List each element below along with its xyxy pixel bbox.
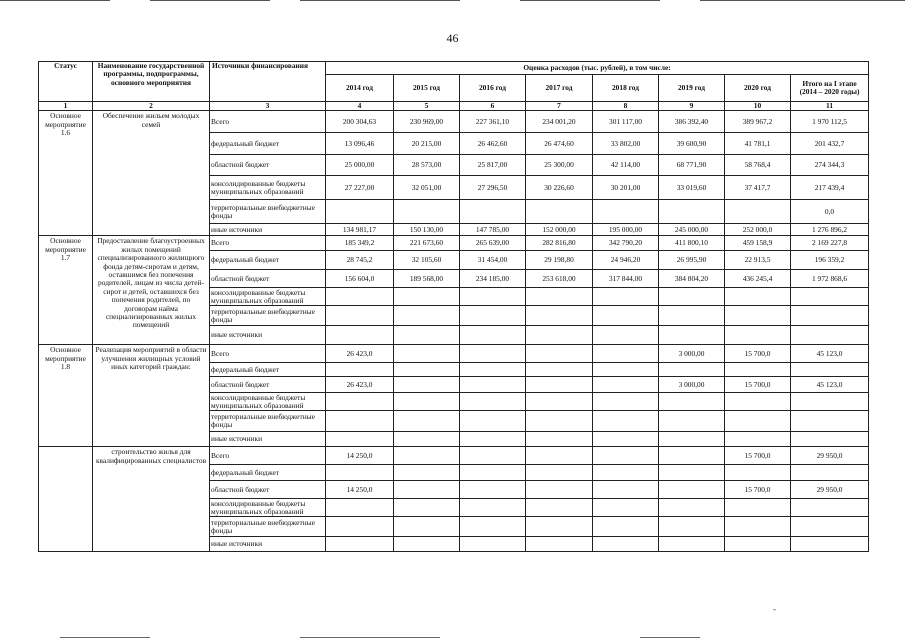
year-value [725, 363, 791, 377]
total-value [791, 326, 869, 345]
year-value: 33 019,60 [659, 176, 725, 200]
table-row [39, 111, 869, 133]
year-value: 27 296,50 [460, 176, 526, 200]
year-value [326, 393, 394, 411]
funding-source: областной бюджет [210, 377, 326, 393]
scan-bottom-edge [640, 637, 700, 638]
year-value: 32 051,00 [394, 176, 460, 200]
total-value: 45 123,0 [791, 377, 869, 393]
row-status [39, 447, 93, 552]
column-index: 4 [326, 102, 394, 111]
funding-source: федеральный бюджет [210, 363, 326, 377]
year-value: 14 250,0 [326, 447, 394, 465]
funding-source: иные источники [210, 326, 326, 345]
total-value: 274 344,3 [791, 155, 869, 176]
year-value [460, 432, 526, 447]
row-activity-name: строительство жилья для квалифицированных специалистов [93, 447, 210, 552]
year-value [593, 200, 659, 224]
year-value: 227 361,10 [460, 111, 526, 133]
year-value [460, 345, 526, 363]
year-value: 134 981,17 [326, 224, 394, 236]
year-value [460, 465, 526, 481]
year-value [659, 499, 725, 517]
funding-source: Всего [210, 447, 326, 465]
total-value: 29 950,0 [791, 447, 869, 465]
table-row [39, 236, 869, 251]
funding-source: областной бюджет [210, 481, 326, 499]
year-value: 436 245,4 [725, 270, 791, 288]
year-value [725, 393, 791, 411]
year-value [326, 200, 394, 224]
header-sources: Источники финансирования [210, 62, 326, 102]
funding-source: иные источники [210, 224, 326, 236]
year-value [394, 499, 460, 517]
year-value [326, 432, 394, 447]
year-value [394, 200, 460, 224]
year-value [394, 517, 460, 537]
year-value [593, 288, 659, 306]
header-year: 2015 год [394, 75, 460, 102]
row-activity-name: Обеспечение жильем молодых семей [93, 111, 210, 236]
year-value [460, 200, 526, 224]
year-value: 20 215,00 [394, 133, 460, 155]
row-status: Основное мероприятие 1.6 [39, 111, 93, 236]
year-value: 42 114,00 [593, 155, 659, 176]
year-value [526, 432, 593, 447]
header-year: 2019 год [659, 75, 725, 102]
year-value: 26 423,0 [326, 345, 394, 363]
year-value: 3 000,00 [659, 345, 725, 363]
year-value [460, 499, 526, 517]
year-value [394, 537, 460, 552]
year-value [460, 306, 526, 326]
total-value: 1 972 868,6 [791, 270, 869, 288]
year-value [526, 345, 593, 363]
column-index: 7 [526, 102, 593, 111]
year-value [593, 363, 659, 377]
total-value: 45 123,0 [791, 345, 869, 363]
total-value [791, 288, 869, 306]
total-value: 201 432,7 [791, 133, 869, 155]
column-index: 9 [659, 102, 725, 111]
funding-source: федеральный бюджет [210, 133, 326, 155]
year-value [593, 306, 659, 326]
funding-source: консолидированные бюджеты муниципальных образований [210, 176, 326, 200]
year-value [659, 537, 725, 552]
funding-source: территориальные внебюджетные фонды [210, 517, 326, 537]
total-value [791, 306, 869, 326]
year-value [725, 411, 791, 432]
year-value: 25 000,00 [326, 155, 394, 176]
year-value [326, 288, 394, 306]
year-value: 39 600,90 [659, 133, 725, 155]
year-value: 15 700,0 [725, 345, 791, 363]
total-value: 29 950,0 [791, 481, 869, 499]
year-value [593, 447, 659, 465]
funding-source: территориальные внебюджетные фонды [210, 200, 326, 224]
year-value [659, 517, 725, 537]
year-value [725, 200, 791, 224]
year-value: 28 573,00 [394, 155, 460, 176]
total-value: 2 169 227,8 [791, 236, 869, 251]
year-value: 14 250,0 [326, 481, 394, 499]
year-value [659, 288, 725, 306]
year-value [394, 345, 460, 363]
year-value: 30 201,00 [593, 176, 659, 200]
year-value [526, 326, 593, 345]
total-value: 0,0 [791, 200, 869, 224]
funding-source: федеральный бюджет [210, 465, 326, 481]
year-value [593, 499, 659, 517]
year-value [593, 326, 659, 345]
year-value: 147 785,00 [460, 224, 526, 236]
year-value [526, 537, 593, 552]
year-value [593, 345, 659, 363]
year-value [394, 377, 460, 393]
year-value: 386 392,40 [659, 111, 725, 133]
year-value [593, 393, 659, 411]
year-value [659, 306, 725, 326]
year-value: 31 454,00 [460, 251, 526, 270]
year-value [725, 537, 791, 552]
year-value: 15 700,0 [725, 481, 791, 499]
year-value [326, 411, 394, 432]
year-value: 15 700,0 [725, 447, 791, 465]
row-status: Основное мероприятие 1.7 [39, 236, 93, 345]
year-value: 185 349,2 [326, 236, 394, 251]
year-value [725, 326, 791, 345]
year-value: 200 304,63 [326, 111, 394, 133]
year-value [460, 447, 526, 465]
funding-source: областной бюджет [210, 270, 326, 288]
year-value [394, 447, 460, 465]
year-value [460, 393, 526, 411]
year-value [725, 465, 791, 481]
header-year: 2018 год [593, 75, 659, 102]
year-value [659, 326, 725, 345]
funding-source: консолидированные бюджеты муниципальных образований [210, 393, 326, 411]
funding-source: Всего [210, 111, 326, 133]
funding-source: областной бюджет [210, 155, 326, 176]
year-value [326, 306, 394, 326]
column-index: 11 [791, 102, 869, 111]
year-value [526, 288, 593, 306]
column-index: 10 [725, 102, 791, 111]
total-value [791, 393, 869, 411]
year-value: 26 423,0 [326, 377, 394, 393]
year-value [725, 499, 791, 517]
year-value: 26 995,90 [659, 251, 725, 270]
header-status: Статус [39, 62, 93, 102]
year-value [394, 481, 460, 499]
year-value [593, 537, 659, 552]
header-year: 2020 год [725, 75, 791, 102]
scan-bottom-edge [60, 637, 150, 638]
page-number: 46 [446, 31, 459, 45]
year-value [593, 481, 659, 499]
year-value: 152 000,00 [526, 224, 593, 236]
year-value [659, 465, 725, 481]
year-value [394, 306, 460, 326]
year-value: 13 096,46 [326, 133, 394, 155]
year-value: 29 198,80 [526, 251, 593, 270]
year-value: 22 913,5 [725, 251, 791, 270]
year-value: 156 604,0 [326, 270, 394, 288]
row-status: Основное мероприятие 1.8 [39, 345, 93, 447]
row-activity-name: Предоставление благоустроенных жилых помещений специализированного жилищного фонда детям-сиротам и детям, оставшимся без попечения родителей, лицам из числа детей-сирот и детей, оставшихся без попечения родителей, по договорам найма специализированных жилых помещений [93, 236, 210, 345]
funding-source: территориальные внебюджетные фонды [210, 306, 326, 326]
year-value [526, 517, 593, 537]
scan-top-edge [0, 0, 905, 2]
row-activity-name: Реализация мероприятий в области улучшения жилищных условий иных категорий граждан: [93, 345, 210, 447]
year-value [526, 481, 593, 499]
year-value: 195 000,00 [593, 224, 659, 236]
year-value [725, 306, 791, 326]
year-value [725, 288, 791, 306]
year-value [659, 411, 725, 432]
year-value [659, 393, 725, 411]
total-value [791, 411, 869, 432]
table-row [39, 447, 869, 465]
header-estimate: Оценка расходов (тыс. рублей), в том числе: [326, 62, 869, 75]
year-value [460, 517, 526, 537]
column-index: 2 [93, 102, 210, 111]
year-value [460, 411, 526, 432]
year-value [526, 499, 593, 517]
total-value [791, 465, 869, 481]
total-value [791, 499, 869, 517]
year-value: 389 967,2 [725, 111, 791, 133]
year-value [593, 465, 659, 481]
year-value [326, 517, 394, 537]
header-year: 2017 год [526, 75, 593, 102]
year-value [526, 200, 593, 224]
year-value: 282 816,80 [526, 236, 593, 251]
year-value: 15 700,0 [725, 377, 791, 393]
year-value: 26 474,60 [526, 133, 593, 155]
year-value [460, 363, 526, 377]
year-value [326, 537, 394, 552]
year-value [460, 288, 526, 306]
year-value [659, 447, 725, 465]
column-index: 8 [593, 102, 659, 111]
budget-table [38, 61, 869, 552]
table-row [39, 345, 869, 363]
year-value [394, 363, 460, 377]
year-value: 32 105,60 [394, 251, 460, 270]
funding-source: Всего [210, 345, 326, 363]
year-value [326, 465, 394, 481]
year-value: 27 227,00 [326, 176, 394, 200]
total-value: 1 970 112,5 [791, 111, 869, 133]
column-index: 5 [394, 102, 460, 111]
year-value [659, 363, 725, 377]
year-value: 150 130,00 [394, 224, 460, 236]
year-value [725, 517, 791, 537]
total-value: 196 359,2 [791, 251, 869, 270]
total-value [791, 537, 869, 552]
year-value [394, 411, 460, 432]
year-value: 30 226,60 [526, 176, 593, 200]
year-value: 459 158,9 [725, 236, 791, 251]
total-value [791, 432, 869, 447]
funding-source: консолидированные бюджеты муниципальных образований [210, 499, 326, 517]
year-value [394, 288, 460, 306]
year-value: 384 804,20 [659, 270, 725, 288]
year-value [659, 200, 725, 224]
year-value: 25 300,00 [526, 155, 593, 176]
header-year: 2016 год [460, 75, 526, 102]
year-value [326, 326, 394, 345]
year-value [593, 411, 659, 432]
year-value [460, 377, 526, 393]
year-value: 245 000,00 [659, 224, 725, 236]
column-index: 1 [39, 102, 93, 111]
year-value: 24 946,20 [593, 251, 659, 270]
column-index: 6 [460, 102, 526, 111]
year-value [593, 517, 659, 537]
header-name: Наименование государственной программы, подпрограммы, основного мероприятия [93, 62, 210, 102]
funding-source: Всего [210, 236, 326, 251]
total-value: 1 276 896,2 [791, 224, 869, 236]
year-value: 58 768,4 [725, 155, 791, 176]
year-value [394, 393, 460, 411]
year-value [526, 465, 593, 481]
year-value [394, 465, 460, 481]
table-body [39, 111, 869, 552]
year-value: 411 800,10 [659, 236, 725, 251]
year-value: 252 000,0 [725, 224, 791, 236]
year-value: 234 185,00 [460, 270, 526, 288]
funding-source: иные источники [210, 432, 326, 447]
header-total: Итого на I этапе (2014 – 2020 годы) [791, 75, 869, 102]
year-value [460, 537, 526, 552]
year-value [659, 481, 725, 499]
column-index: 3 [210, 102, 326, 111]
year-value [460, 326, 526, 345]
funding-source: консолидированные бюджеты муниципальных образований [210, 288, 326, 306]
year-value [526, 363, 593, 377]
year-value: 68 771,90 [659, 155, 725, 176]
year-value: 41 781,1 [725, 133, 791, 155]
year-value [593, 432, 659, 447]
year-value [326, 499, 394, 517]
year-value [593, 377, 659, 393]
year-value [725, 432, 791, 447]
funding-source: иные источники [210, 537, 326, 552]
total-value: 217 439,4 [791, 176, 869, 200]
year-value: 33 802,00 [593, 133, 659, 155]
year-value: 26 462,60 [460, 133, 526, 155]
scan-mark: - [773, 604, 776, 614]
funding-source: федеральный бюджет [210, 251, 326, 270]
year-value: 28 745,2 [326, 251, 394, 270]
funding-source: территориальные внебюджетные фонды [210, 411, 326, 432]
year-value: 342 790,20 [593, 236, 659, 251]
year-value: 301 117,00 [593, 111, 659, 133]
year-value: 265 639,00 [460, 236, 526, 251]
year-value: 189 568,00 [394, 270, 460, 288]
year-value: 317 844,00 [593, 270, 659, 288]
year-value: 253 618,00 [526, 270, 593, 288]
year-value [394, 432, 460, 447]
header-year: 2014 год [326, 75, 394, 102]
year-value [526, 393, 593, 411]
total-value [791, 363, 869, 377]
year-value: 230 969,00 [394, 111, 460, 133]
year-value: 221 673,60 [394, 236, 460, 251]
year-value [526, 447, 593, 465]
year-value [526, 306, 593, 326]
year-value: 3 000,00 [659, 377, 725, 393]
year-value: 234 001,20 [526, 111, 593, 133]
year-value [326, 363, 394, 377]
scan-bottom-edge [300, 637, 440, 638]
total-value [791, 517, 869, 537]
year-value [460, 481, 526, 499]
year-value: 37 417,7 [725, 176, 791, 200]
year-value [526, 411, 593, 432]
year-value [394, 326, 460, 345]
column-index-row [39, 102, 869, 111]
year-value [526, 377, 593, 393]
year-value: 25 817,00 [460, 155, 526, 176]
year-value [659, 432, 725, 447]
